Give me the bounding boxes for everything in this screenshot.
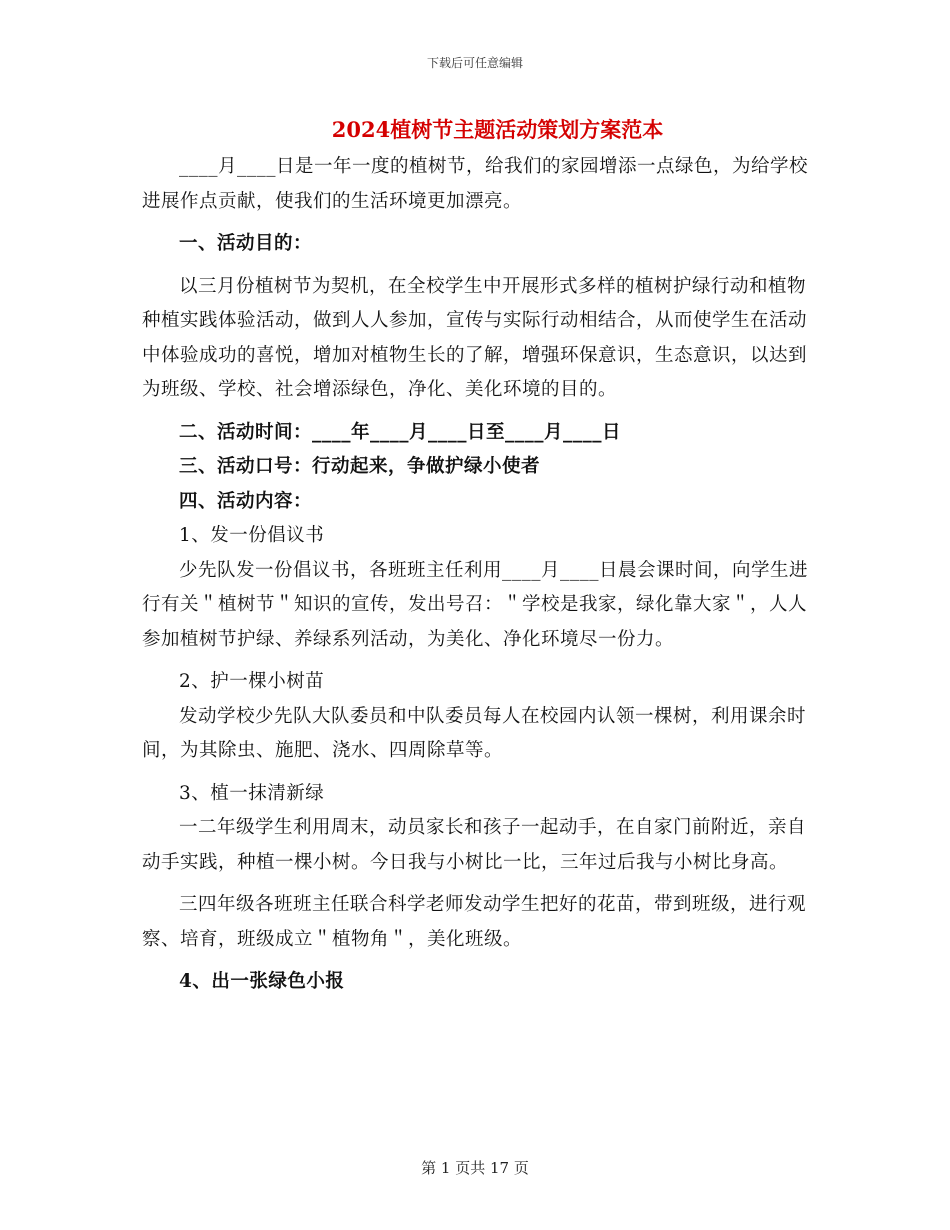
heading-time: 二、活动时间：____年____月____日至____月____日	[179, 421, 622, 443]
item-2-title: 2、护一棵小树苗	[179, 671, 325, 692]
heading-purpose: 一、活动目的：	[179, 233, 313, 254]
page-header: 下载后可任意编辑	[426, 56, 523, 70]
page-footer: 第 1 页共 17 页	[421, 1159, 529, 1177]
item-4-title: 4、出一张绿色小报	[179, 971, 345, 992]
heading-slogan: 三、活动口号：行动起来，争做护绿小使者	[179, 456, 541, 477]
item-1-body: 少先队发一份倡议书，各班班主任利用____月____日晨会课时间，向学生进行有关＂植树节＂知识的宣传，发出号召：＂学校是我家，绿化靠大家＂，人人参加植树节护绿、养绿系列活动，为美化、净化环境尽一份力。	[142, 559, 809, 650]
item-3-body-1: 一二年级学生利用周末，动员家长和孩子一起动手，在自家门前附近，亲自动手实践，种植一棵小树。今日我与小树比一比，三年过后我与小树比身高。	[142, 817, 807, 873]
item-1-title: 1、发一份倡议书	[179, 525, 325, 546]
paragraph-intro: ____月____日是一年一度的植树节，给我们的家园增添一点绿色，为给学校进展作点贡献，使我们的生活环境更加漂亮。	[142, 156, 809, 212]
heading-content: 四、活动内容：	[179, 490, 313, 512]
item-3-title: 3、植一抹清新绿	[179, 782, 325, 804]
document-title: 2024植树节主题活动策划方案范本	[331, 117, 664, 142]
document-body	[142, 150, 812, 1000]
item-3-body-2: 三四年级各班班主任联合科学老师发动学生把好的花苗，带到班级，进行观察、培育，班级成立＂植物角＂，美化班级。	[142, 894, 807, 950]
item-2-body: 发动学校少先队大队委员和中队委员每人在校园内认领一棵树，利用课余时间，为其除虫、施肥、浇水、四周除草等。	[142, 705, 807, 761]
paragraph-purpose: 以三月份植树节为契机，在全校学生中开展形式多样的植树护绿行动和植物种植实践体验活动，做到人人参加，宣传与实际行动相结合，从而使学生在活动中体验成功的喜悦，增加对植物生长的了解，增强环保意识，生态意识，以达到为班级、学校、社会增添绿色，净化、美化环境的目的。	[142, 275, 808, 400]
